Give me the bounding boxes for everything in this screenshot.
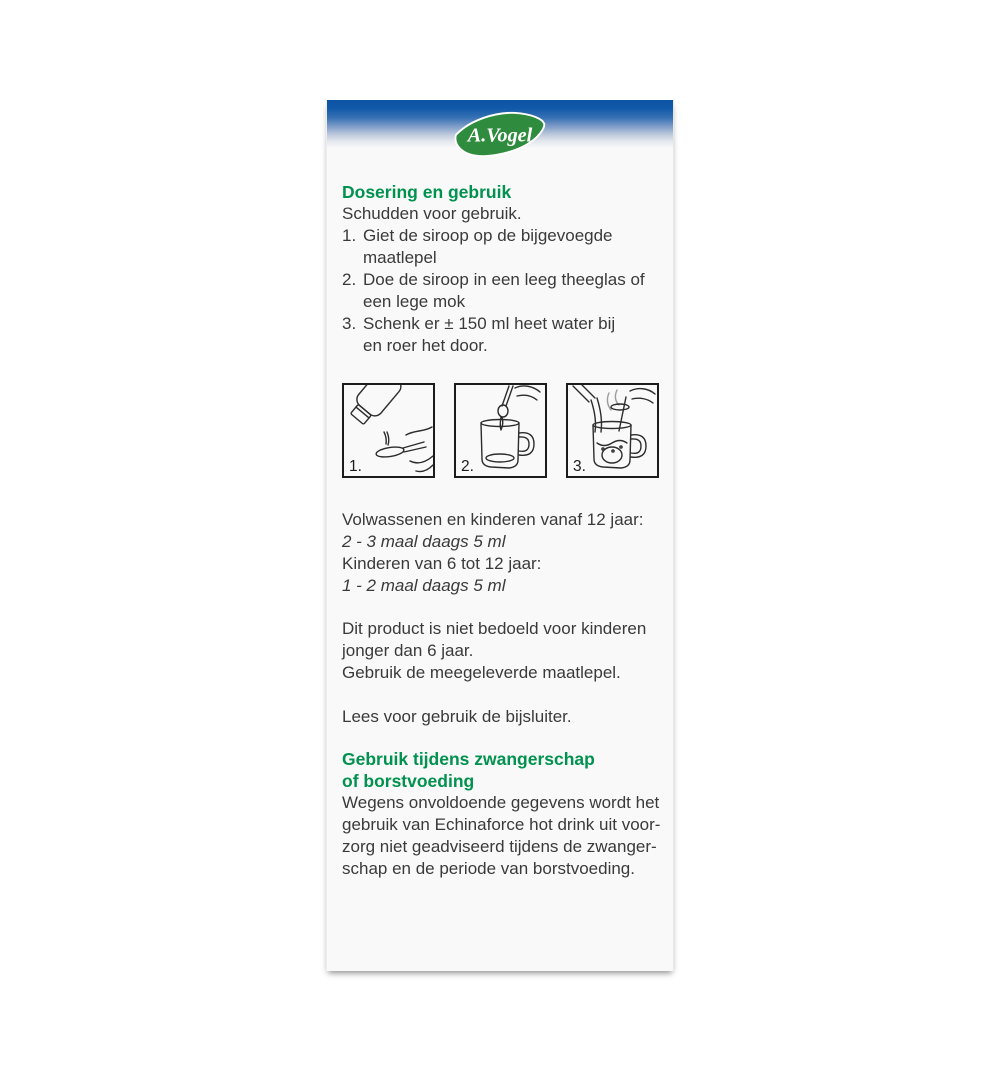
dosing-heading: Dosering en gebruik [342, 182, 512, 202]
pregnancy-body-line: gebruik van Echinaforce hot drink uit voor- [342, 815, 661, 834]
figure-label: 3. [573, 457, 586, 475]
step-number: 2. [342, 270, 357, 289]
dosage-adults-label: Volwassenen en kinderen vanaf 12 jaar: [342, 510, 644, 529]
step-text: Schenk er ± 150 ml heet water bij en roer het door. [363, 314, 616, 355]
pregnancy-body-line: Wegens onvoldoende gegevens wordt het [342, 793, 660, 812]
pregnancy-heading: Gebruik tijdens zwangerschap of borstvoeding [342, 749, 595, 791]
pregnancy-body-line: zorg niet geadviseerd tijdens de zwanger- [342, 837, 657, 856]
dosage-block [342, 509, 659, 597]
figure-label: 2. [461, 457, 474, 475]
figure-label: 1. [349, 457, 362, 475]
pregnancy-body-line: schap en de periode van borstvoeding. [342, 859, 635, 878]
package-back-panel [326, 100, 674, 971]
instruction-figures [342, 383, 659, 478]
step-number: 1. [342, 226, 357, 245]
note-line: Dit product is niet bedoeld voor kinderen [342, 619, 647, 638]
step-text: Giet de siroop op de bijgevoegde maatlepel [363, 226, 613, 267]
step-text: Doe de siroop in een leeg theeglas of een lege mok [363, 270, 645, 311]
dosage-children-value: 1 - 2 maal daags 5 ml [342, 576, 506, 595]
figure-step-3 [566, 383, 659, 478]
step-item-3 [342, 313, 659, 357]
note-line: Gebruik de meegeleverde maatlepel. [342, 663, 621, 682]
dosage-adults-value: 2 - 3 maal daags 5 ml [342, 532, 506, 551]
step-item-1 [342, 225, 659, 269]
dosage-children-label: Kinderen van 6 tot 12 jaar: [342, 554, 542, 573]
step-item-2 [342, 269, 659, 313]
dosing-steps [342, 225, 659, 357]
notes-block [342, 618, 659, 684]
figure-step-1 [342, 383, 435, 478]
pregnancy-body [342, 792, 659, 880]
panel-content [327, 148, 673, 880]
figure-step-2 [454, 383, 547, 478]
note-line: jonger dan 6 jaar. [342, 641, 474, 660]
shake-instruction: Schudden voor gebruik. [342, 204, 522, 223]
leaflet-notice: Lees voor gebruik de bijsluiter. [342, 707, 572, 726]
logo-text: A.Vogel [467, 124, 533, 147]
step-number: 3. [342, 314, 357, 333]
